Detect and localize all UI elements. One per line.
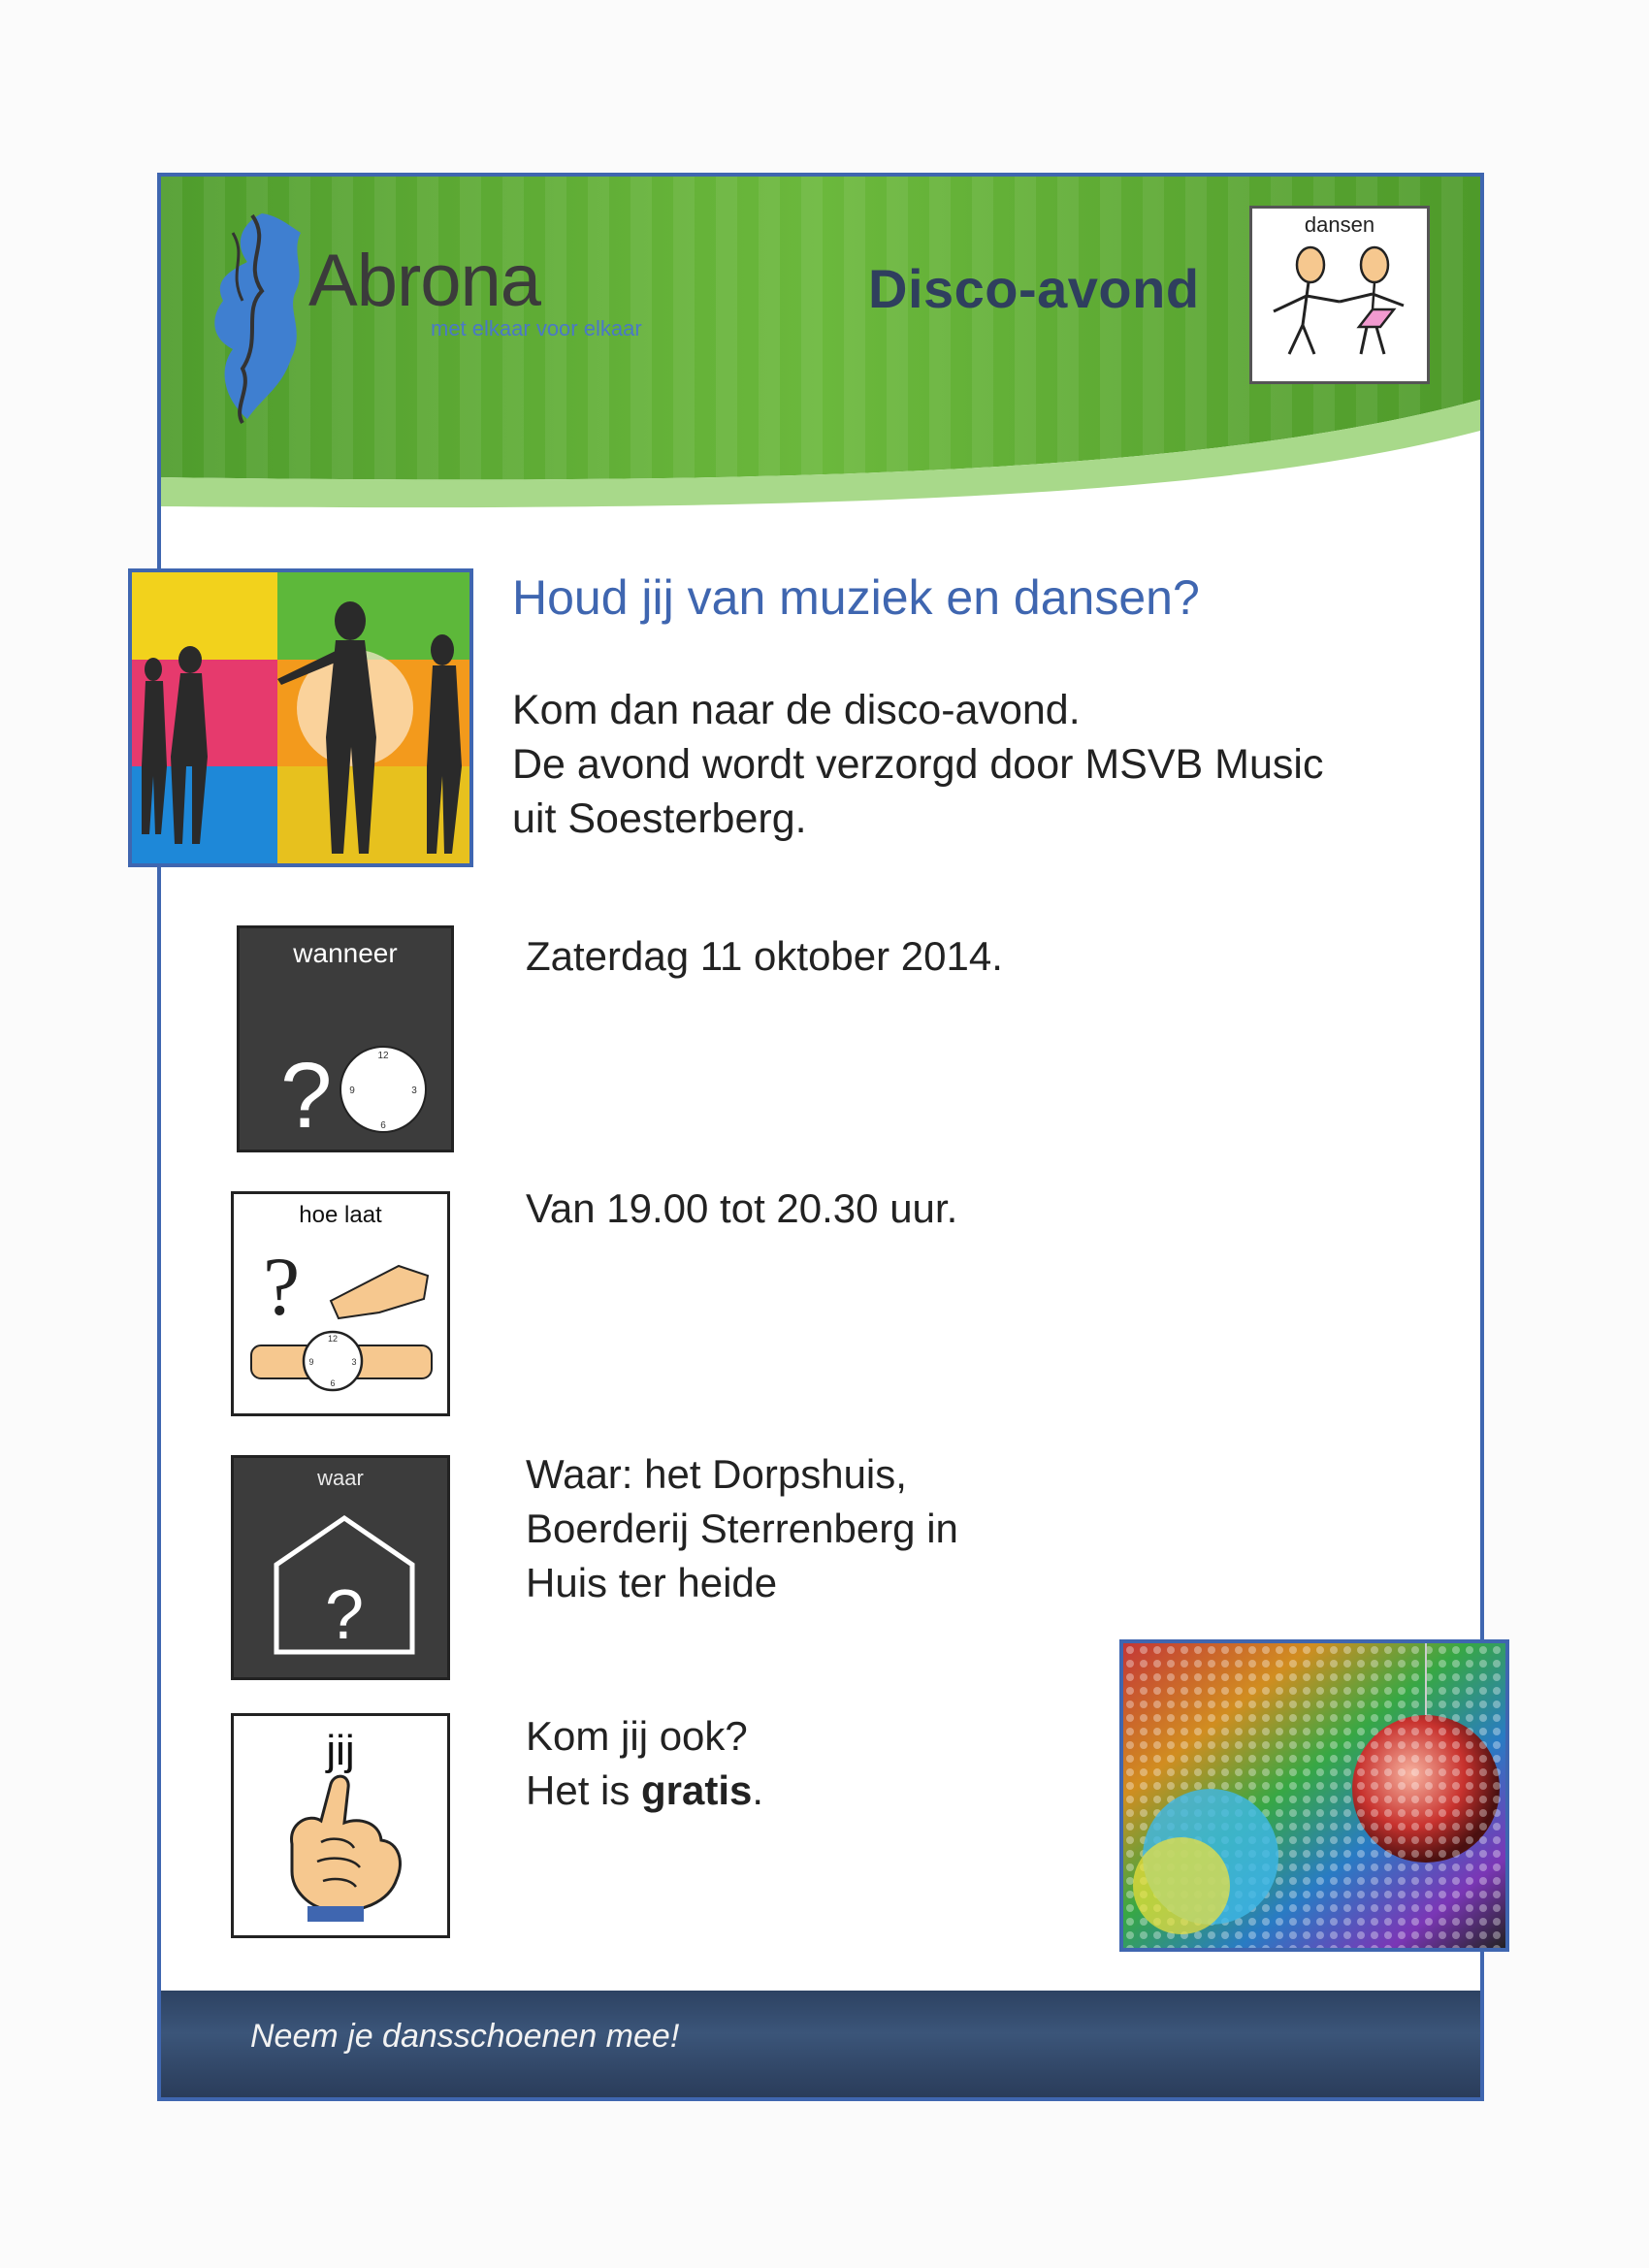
dansen-label: dansen bbox=[1304, 212, 1375, 237]
svg-text:9: 9 bbox=[349, 1085, 355, 1096]
footer-text: Neem je dansschoenen mee! bbox=[250, 2018, 680, 2055]
question-house-icon bbox=[234, 1458, 447, 1677]
you-line-1: Kom jij ook? bbox=[526, 1713, 748, 1759]
svg-text:12: 12 bbox=[327, 1334, 339, 1344]
svg-text:?: ? bbox=[280, 1044, 333, 1148]
brand-tagline: met elkaar voor elkaar bbox=[431, 316, 642, 340]
where-line-2: Boerderij Sterrenberg in bbox=[526, 1506, 958, 1551]
where-text bbox=[526, 1447, 1224, 1610]
footer-bar bbox=[161, 1991, 1480, 2097]
waar-label: waar bbox=[317, 1466, 364, 1490]
question-clock-icon bbox=[240, 928, 451, 1150]
svg-text:6: 6 bbox=[330, 1378, 336, 1388]
where-line-1: Waar: het Dorpshuis, bbox=[526, 1451, 907, 1497]
intro-line-1: Kom dan naar de disco-avond. bbox=[512, 687, 1081, 733]
svg-text:3: 3 bbox=[411, 1085, 417, 1096]
svg-text:3: 3 bbox=[351, 1357, 357, 1367]
you-line-2-suffix: . bbox=[752, 1767, 764, 1813]
jij-pictogram bbox=[231, 1713, 450, 1938]
time-text: Van 19.00 tot 20.30 uur. bbox=[526, 1185, 958, 1231]
intro-line-2: De avond wordt verzorgd door MSVB Music bbox=[512, 741, 1324, 788]
gratis-emphasis: gratis bbox=[641, 1767, 753, 1813]
when-text: Zaterdag 11 oktober 2014. bbox=[526, 933, 1003, 979]
you-line-2-prefix: Het is bbox=[526, 1767, 642, 1813]
svg-text:?: ? bbox=[263, 1240, 301, 1333]
page-title: Disco-avond bbox=[868, 258, 1200, 319]
hoe-laat-label: hoe laat bbox=[299, 1202, 382, 1228]
dancers-silhouette-icon bbox=[132, 572, 469, 863]
svg-text:6: 6 bbox=[380, 1120, 386, 1131]
where-line-3: Huis ter heide bbox=[526, 1560, 778, 1605]
dancers-photo bbox=[128, 568, 473, 867]
brand-name: Abrona bbox=[308, 240, 541, 322]
dancing-couple-icon bbox=[1252, 209, 1427, 381]
intro-line-3: uit Soesterberg. bbox=[512, 795, 807, 842]
wanneer-label: wanneer bbox=[293, 938, 398, 968]
wanneer-pictogram bbox=[237, 925, 454, 1152]
pointing-hand-icon bbox=[234, 1716, 447, 1935]
question-watch-icon bbox=[234, 1194, 447, 1413]
hoe-laat-pictogram bbox=[231, 1191, 450, 1416]
waar-pictogram bbox=[231, 1455, 450, 1680]
disco-ball-photo bbox=[1119, 1639, 1509, 1952]
jij-label: jij bbox=[326, 1727, 355, 1774]
dansen-pictogram bbox=[1249, 206, 1430, 384]
svg-text:9: 9 bbox=[308, 1357, 314, 1367]
headline: Houd jij van muziek en dansen? bbox=[512, 570, 1200, 625]
disco-ball-icon bbox=[1123, 1643, 1505, 1948]
svg-text:12: 12 bbox=[377, 1051, 389, 1061]
intro-text bbox=[512, 683, 1443, 846]
svg-text:?: ? bbox=[325, 1576, 365, 1654]
